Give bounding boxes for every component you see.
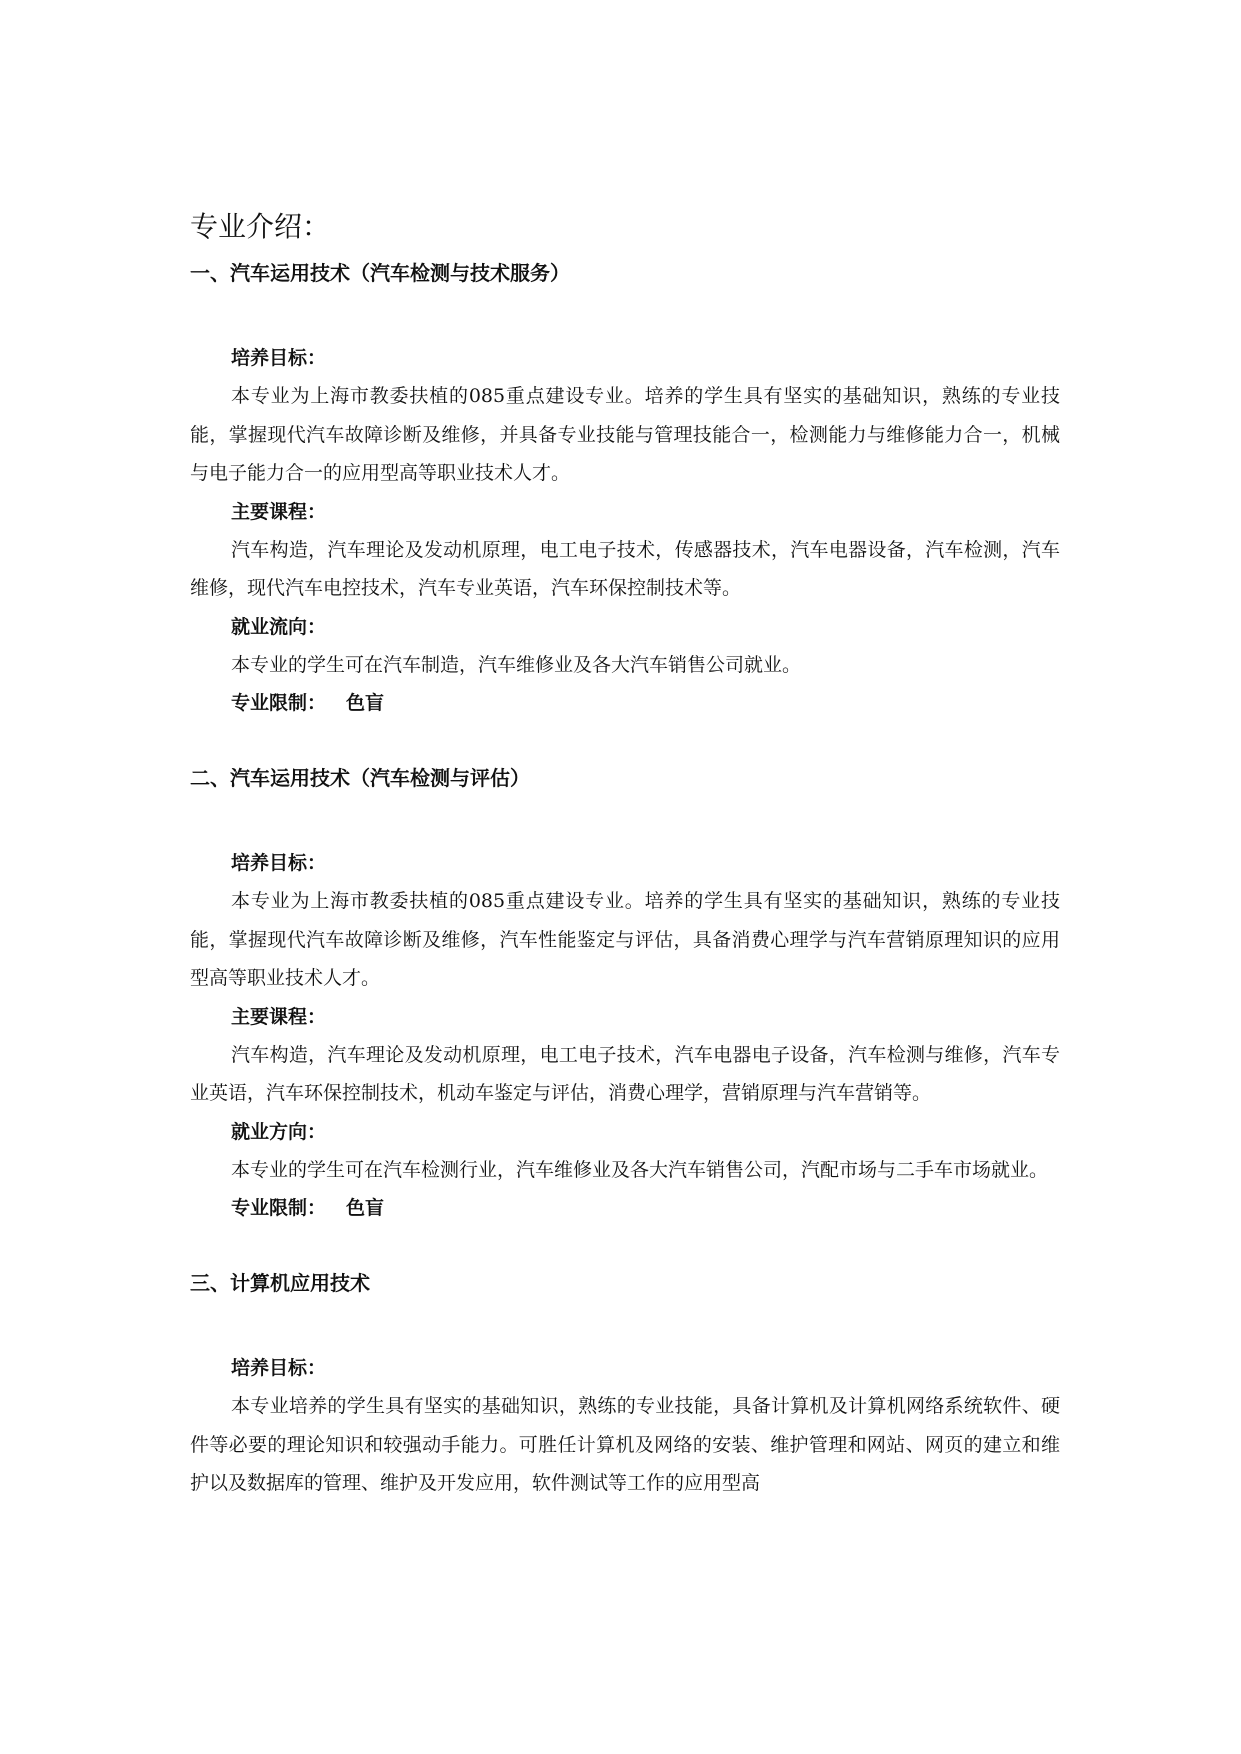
limit-label: 专业限制： [231, 692, 327, 714]
goal-label: 培养目标： [231, 347, 327, 369]
document-page [190, 205, 1060, 1503]
limit-value: 色盲 [346, 1197, 385, 1219]
section-heading: 一、汽车运用技术（汽车检测与技术服务） [190, 261, 570, 285]
limit-row [190, 1189, 1060, 1227]
goal-label: 培养目标： [231, 1357, 327, 1379]
course-text: 汽车构造，汽车理论及发动机原理，电工电子技术，汽车电器电子设备，汽车检测与维修，汽车专业英语，汽车环保控制技术，机动车鉴定与评估，消费心理学，营销原理与汽车营销等。 [190, 1043, 1060, 1104]
limit-label: 专业限制： [231, 1197, 327, 1219]
course-label: 主要课程： [231, 1005, 327, 1028]
spacer [190, 1227, 1060, 1265]
section-automotive-inspection-evaluation [190, 760, 1060, 1227]
section-automotive-inspection-service [190, 255, 1060, 722]
goal-text: 本专业培养的学生具有坚实的基础知识，熟练的专业技能，具备计算机及计算机网络系统软件、硬件等必要的理论知识和较强动手能力。可胜任计算机及网络的安装、维护管理和网站、网页的建立和维护以及数据库的管理、维护及开发应用，软件测试等工作的应用型高 [190, 1395, 1060, 1494]
career-label: 就业方向： [231, 1120, 327, 1143]
course-label: 主要课程： [231, 500, 327, 523]
limit-value: 色盲 [346, 692, 385, 714]
section-computer-application [190, 1265, 1060, 1503]
section-heading: 三、计算机应用技术 [190, 1271, 370, 1295]
goal-text: 本专业为上海市教委扶植的085重点建设专业。培养的学生具有坚实的基础知识，熟练的专业技能，掌握现代汽车故障诊断及维修，汽车性能鉴定与评估，具备消费心理学与汽车营销原理知识的应用型高等职业技术人才。 [190, 890, 1060, 989]
goal-label: 培养目标： [231, 852, 327, 874]
spacer [190, 796, 1060, 844]
career-label: 就业流向： [231, 615, 327, 638]
career-text: 本专业的学生可在汽车检测行业，汽车维修业及各大汽车销售公司，汽配市场与二手车市场就业。 [231, 1158, 1049, 1181]
course-text: 汽车构造，汽车理论及发动机原理，电工电子技术，传感器技术，汽车电器设备，汽车检测，汽车维修，现代汽车电控技术，汽车专业英语，汽车环保控制技术等。 [190, 538, 1060, 599]
spacer [190, 291, 1060, 339]
career-text: 本专业的学生可在汽车制造，汽车维修业及各大汽车销售公司就业。 [231, 653, 802, 676]
spacer [190, 722, 1060, 760]
goal-text: 本专业为上海市教委扶植的085重点建设专业。培养的学生具有坚实的基础知识，熟练的专业技能，掌握现代汽车故障诊断及维修，并具备专业技能与管理技能合一，检测能力与维修能力合一，机械与电子能力合一的应用型高等职业技术人才。 [190, 385, 1060, 484]
section-heading: 二、汽车运用技术（汽车检测与评估） [190, 766, 530, 790]
limit-row [190, 684, 1060, 722]
document-title: 专业介绍： [190, 210, 331, 243]
spacer [190, 1301, 1060, 1349]
